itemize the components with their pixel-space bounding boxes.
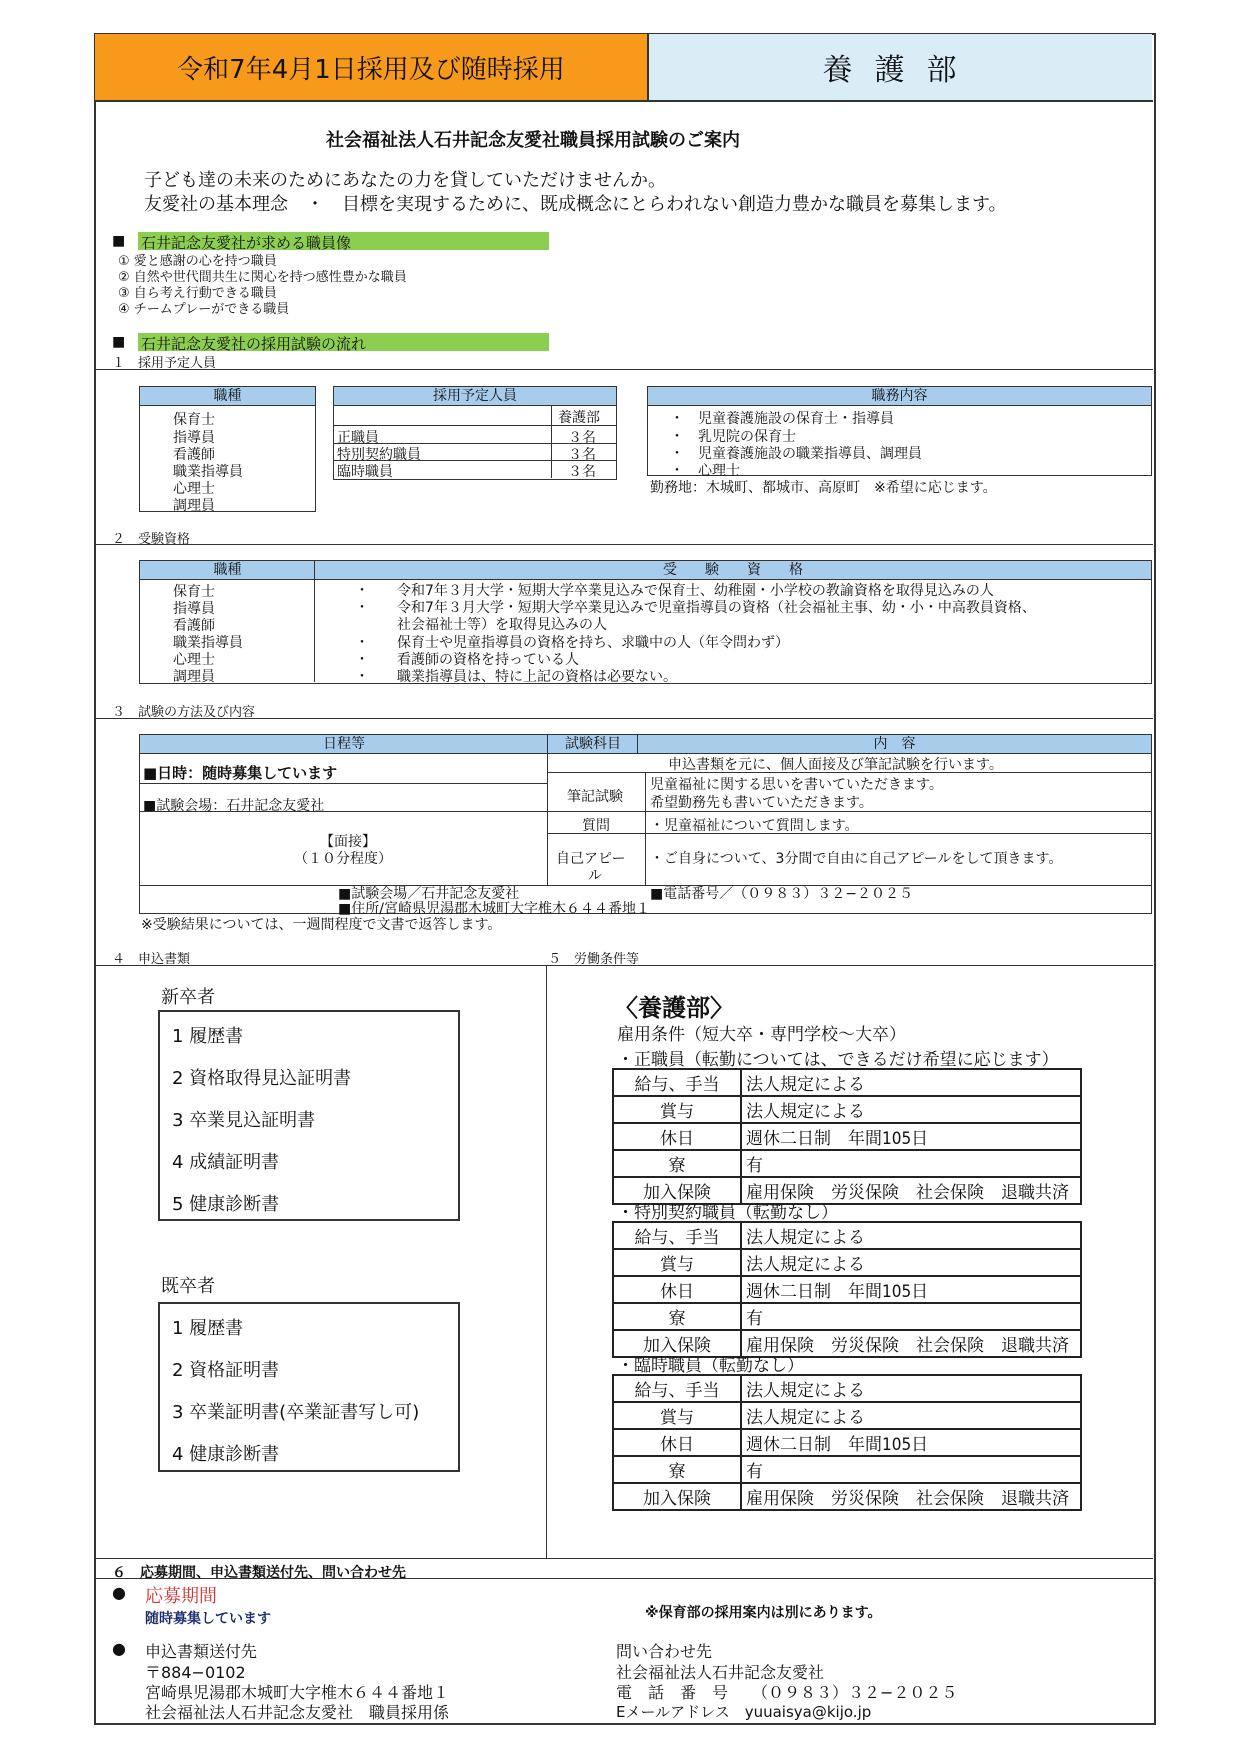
- qual-item: ・ 令和7年３月大学・短期大学卒業見込みで児童指導員の資格（社会福祉主事、幼・小・中高教員資格、: [355, 600, 1036, 616]
- doc-item: 5 健康診断書: [172, 1194, 280, 1215]
- cond-value: 週休二日制 年間105日: [741, 1123, 1081, 1150]
- group-label: ・正職員（転勤については、できるだけ希望に応じます）: [617, 1050, 1059, 1070]
- ideal-item: ③ 自ら考え行動できる職員: [118, 286, 277, 301]
- col-divider: [645, 772, 646, 885]
- cond-value: 雇用保険 労災保険 社会保険 退職共済: [741, 1330, 1081, 1357]
- job-name: 心理士: [173, 481, 215, 497]
- job-name: 指導員: [173, 601, 215, 617]
- cond-value: 法人規定による: [741, 1402, 1081, 1429]
- condition-table: [612, 1221, 1082, 1358]
- cond-key: 寮: [613, 1456, 741, 1483]
- send-label: 申込書類送付先: [145, 1642, 258, 1661]
- count-value: ３名: [568, 430, 596, 446]
- job-name: 調理員: [173, 498, 215, 514]
- appeal-label: ル: [588, 868, 602, 884]
- grad-docs: [158, 1302, 460, 1472]
- send-address: 宮崎県児湯郡木城町大字椎木６４４番地１: [145, 1683, 450, 1702]
- job-name: 職業指導員: [173, 635, 243, 651]
- recruit-date-header: 令和7年4月1日採用及び随時採用: [95, 34, 649, 100]
- s1-count-header: 採用予定人員: [333, 386, 617, 406]
- divider: [95, 718, 1153, 719]
- header-divider: [95, 100, 1153, 102]
- count-type: 臨時職員: [337, 464, 393, 480]
- count-type: 特別契約職員: [337, 447, 421, 463]
- job-name: 職業指導員: [173, 464, 243, 480]
- cond-value: 雇用保険 労災保険 社会保険 退職共済: [741, 1177, 1081, 1204]
- cond-key: 賞与: [613, 1096, 741, 1123]
- s3-col1-header: 日程等: [139, 734, 549, 754]
- count-value: ３名: [568, 464, 596, 480]
- new-grad-label: 新卒者: [161, 987, 215, 1008]
- contact-email[interactable]: Eメールアドレス yuuaisya@kijo.jp: [616, 1703, 872, 1721]
- doc-item: 1 履歴書: [172, 1026, 244, 1047]
- section-1-heading: １ 採用予定人員: [112, 356, 217, 371]
- row-line: [547, 833, 1151, 834]
- divider: [95, 965, 1153, 966]
- job-name: 保育士: [173, 412, 215, 428]
- flow-heading: 石井記念友愛社の採用試験の流れ: [141, 335, 367, 353]
- written-desc-1: 児童福祉に関する思いを書いていただきます。: [650, 777, 943, 793]
- divider: [95, 1558, 1153, 1559]
- exam-address: ■住所/宮崎県児湯郡木城町大字椎木６４４番地１: [338, 901, 650, 917]
- cond-key: 休日: [613, 1123, 741, 1150]
- col-divider: [314, 580, 315, 682]
- department-header: 養護部: [649, 34, 1152, 100]
- s5-conditions: 雇用条件（短大卒・専門学校〜大卒）: [617, 1025, 906, 1045]
- bullet-square-icon: ■: [112, 233, 126, 249]
- s1-duty-header: 職務内容: [647, 386, 1152, 406]
- cond-key: 寮: [613, 1303, 741, 1330]
- new-grad-docs: [158, 1010, 460, 1221]
- cond-value: 法人規定による: [741, 1249, 1081, 1276]
- cond-value: 有: [741, 1303, 1081, 1330]
- cond-key: 寮: [613, 1150, 741, 1177]
- row-line: [333, 425, 616, 426]
- qual-item: ・ 職業指導員は、特に上記の資格は必要ない。: [355, 669, 677, 685]
- col-divider: [551, 406, 552, 478]
- qual-item: 社会福祉士等）を取得見込みの人: [355, 617, 607, 633]
- cond-key: 加入保険: [613, 1483, 741, 1510]
- cond-key: 加入保険: [613, 1330, 741, 1357]
- cond-value: 週休二日制 年間105日: [741, 1276, 1081, 1303]
- bullet-square-icon: ■: [112, 334, 126, 350]
- duty-item: ・ 心理士: [670, 463, 740, 479]
- job-name: 看護師: [173, 618, 215, 634]
- cond-key: 賞与: [613, 1249, 741, 1276]
- contact-org: 社会福祉法人石井記念友愛社: [616, 1663, 825, 1682]
- cond-key: 給与、手当: [613, 1375, 741, 1402]
- job-name: 調理員: [173, 669, 215, 685]
- section-4-heading: ４ 申込書類: [112, 952, 191, 967]
- exam-phone: ■電話番号／（０９８３）３２−２０２５: [650, 886, 913, 902]
- cond-key: 給与、手当: [613, 1069, 741, 1096]
- row-line: [139, 885, 1151, 886]
- appeal-label: 自己アピー: [556, 851, 626, 867]
- count-value: ３名: [568, 447, 596, 463]
- appeal-desc: ・ご自身について、3分間で自由に自己アピールをして頂きます。: [650, 851, 1063, 867]
- cond-key: 休日: [613, 1276, 741, 1303]
- cond-key: 休日: [613, 1429, 741, 1456]
- divider: [95, 544, 1153, 545]
- doc-item: 3 卒業見込証明書: [172, 1110, 316, 1131]
- col-divider: [546, 965, 547, 1558]
- contact-label: 問い合わせ先: [616, 1642, 713, 1661]
- condition-table: [612, 1374, 1082, 1511]
- send-dept: 社会福祉法人石井記念友愛社 職員採用係: [145, 1703, 450, 1722]
- intro-line-2: 友愛社の基本理念 ・ 目標を実現するために、既成概念にとらわれない創造力豊かな職員を募集します。: [144, 194, 1007, 215]
- qual-item: ・ 看護師の資格を持っている人: [355, 652, 579, 668]
- cond-value: 法人規定による: [741, 1069, 1081, 1096]
- s1-job-header: 職種: [139, 386, 316, 406]
- section-6-heading: ６ 応募期間、申込書類送付先、問い合わせ先: [112, 1565, 406, 1581]
- s2-job-header: 職種: [139, 560, 316, 580]
- interview-label: 【面接】: [320, 834, 376, 850]
- duty-item: ・ 乳児院の保育士: [670, 429, 796, 445]
- contact-tel: 電 話 番 号 （０９８３）３２−２０２５: [616, 1683, 958, 1702]
- cond-value: 雇用保険 労災保険 社会保険 退職共済: [741, 1483, 1081, 1510]
- cond-key: 賞与: [613, 1402, 741, 1429]
- bullet-icon: ●: [112, 1639, 126, 1658]
- cond-value: 有: [741, 1456, 1081, 1483]
- s3-col2-header: 試験科目: [547, 734, 639, 754]
- question-desc: ・児童福祉について質問します。: [650, 818, 859, 834]
- doc-item: 1 履歴書: [172, 1318, 244, 1339]
- doc-item: 3 卒業証明書(卒業証書写し可): [172, 1402, 420, 1423]
- doc-item: 4 成績証明書: [172, 1152, 280, 1173]
- s2-qual-header: 受 験 資 格: [314, 560, 1152, 580]
- ideal-item: ② 自然や世代間共生に関心を持つ感性豊かな職員: [118, 270, 407, 285]
- interview-time: （１０分程度）: [294, 851, 392, 867]
- count-type: 正職員: [337, 430, 379, 446]
- group-label: ・臨時職員（転勤なし）: [617, 1356, 804, 1376]
- qual-item: ・ 保育士や児童指導員の資格を持ち、求職中の人（年令問わず）: [355, 635, 789, 651]
- duty-item: ・ 児童養護施設の職業指導員、調理員: [670, 446, 922, 462]
- exam-venue-2: ■試験会場／石井記念友愛社: [338, 886, 520, 902]
- doc-item: 2 資格取得見込証明書: [172, 1068, 352, 1089]
- s5-department: 〈養護部〉: [614, 994, 734, 1022]
- job-name: 看護師: [173, 447, 215, 463]
- exam-date: ■日時：随時募集しています: [143, 764, 338, 782]
- cond-value: 有: [741, 1150, 1081, 1177]
- row-line: [547, 772, 1151, 773]
- section-3-heading: ３ 試験の方法及び内容: [112, 705, 256, 720]
- question-label: 質問: [582, 818, 610, 834]
- written-label: 筆記試験: [567, 789, 623, 805]
- result-note: ※受験結果については、一週間程度で文書で返答します。: [141, 917, 502, 933]
- col-divider: [547, 754, 548, 885]
- qual-item: ・ 令和7年３月大学・短期大学卒業見込みで保育士、幼稚園・小学校の教諭資格を取得見込みの人: [355, 583, 994, 599]
- doc-item: 4 健康診断書: [172, 1444, 280, 1465]
- page-title: 社会福祉法人石井記念友愛社職員採用試験のご案内: [326, 130, 740, 151]
- job-name: 指導員: [173, 430, 215, 446]
- written-desc-2: 希望勤務先も書いていただきます。: [650, 795, 873, 811]
- group-label: ・特別契約職員（転勤なし）: [617, 1203, 838, 1223]
- grad-label: 既卒者: [161, 1276, 215, 1297]
- job-name: 心理士: [173, 652, 215, 668]
- workplace-note: 勤務地：木城町、都城市、高原町 ※希望に応じます。: [650, 480, 997, 496]
- cond-value: 週休二日制 年間105日: [741, 1429, 1081, 1456]
- divider: [95, 369, 1153, 370]
- row-line: [139, 811, 1151, 812]
- ideal-item: ① 愛と感謝の心を持つ職員: [118, 254, 277, 269]
- condition-table: [612, 1068, 1082, 1205]
- divider: [95, 1578, 1153, 1579]
- section-5-heading: ５ 労働条件等: [548, 952, 640, 967]
- section-2-heading: ２ 受験資格: [112, 532, 191, 547]
- cond-value: 法人規定による: [741, 1375, 1081, 1402]
- duty-item: ・ 児童養護施設の保育士・指導員: [670, 411, 894, 427]
- cond-value: 法人規定による: [741, 1222, 1081, 1249]
- nursery-note: ※保育部の採用案内は別にあります。: [645, 1605, 882, 1621]
- bullet-icon: ●: [112, 1583, 126, 1602]
- ideal-heading: 石井記念友愛社が求める職員像: [141, 234, 352, 252]
- postal-code: 〒884−0102: [145, 1663, 246, 1682]
- cond-key: 給与、手当: [613, 1222, 741, 1249]
- intro-line-1: 子ども達の未来のためにあなたの力を貸していただけませんか。: [144, 170, 666, 191]
- period-label: 応募期間: [145, 1586, 217, 1607]
- s3-col3-header: 内 容: [637, 734, 1152, 754]
- exam-intro: 申込書類を元に、個人面接及び筆記試験を行います。: [668, 757, 1003, 773]
- exam-venue: ■試験会場：石井記念友愛社: [143, 798, 325, 814]
- job-name: 保育士: [173, 584, 215, 600]
- doc-item: 2 資格証明書: [172, 1360, 280, 1381]
- period-value: 随時募集しています: [145, 1611, 271, 1627]
- cond-key: 加入保険: [613, 1177, 741, 1204]
- cond-value: 法人規定による: [741, 1096, 1081, 1123]
- ideal-item: ④ チームプレーができる職員: [118, 302, 290, 317]
- count-col-label: 養護部: [558, 410, 600, 426]
- row-line: [139, 783, 547, 784]
